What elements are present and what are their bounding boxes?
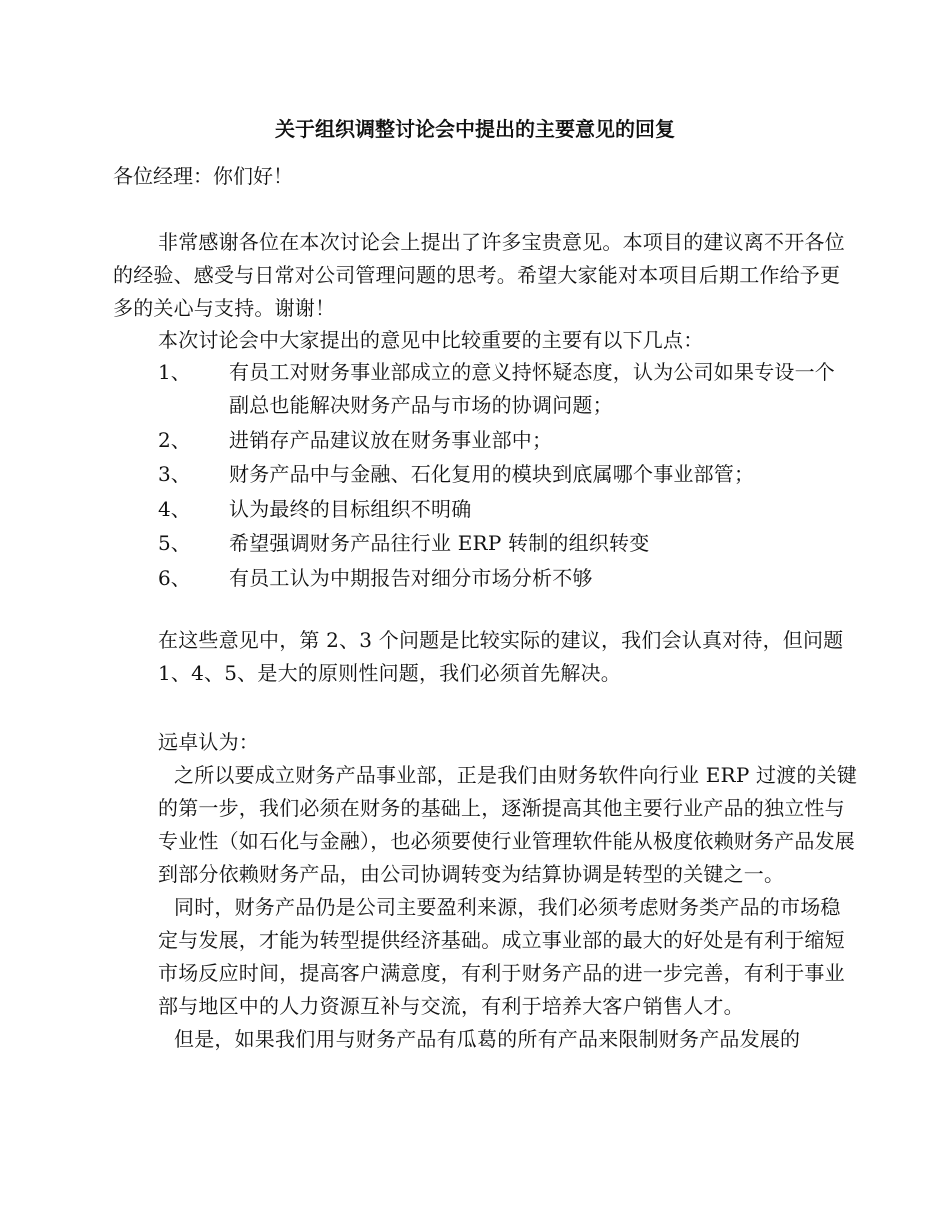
opinion-list (158, 356, 858, 596)
view-paragraph: 同时，财务产品仍是公司主要盈利来源，我们必须考虑财务类产品的市场稳定与发展，才能为转型提供经济基础。成立事业部的最大的好处是有利于缩短市场反应时间，提高客户满意度，有利于财务产品的进一步完善，有利于事业部与地区中的人力资源互补与交流，有利于培养大客户销售人才。 (158, 895, 845, 1018)
summary-paragraph: 在这些意见中，第 2、3 个问题是比较实际的建议，我们会认真对待，但问题 1、4、5、是大的原则性问题，我们必须首先解决。 (158, 628, 844, 685)
list-item-number: 2、 (158, 427, 191, 452)
list-item (158, 493, 858, 526)
view-body (158, 759, 858, 1056)
list-item-number: 4、 (158, 496, 191, 521)
list-item (158, 527, 858, 560)
list-item-text: 认为最终的目标组织不明确 (229, 496, 472, 521)
list-item (158, 458, 858, 491)
list-item-number: 3、 (158, 462, 191, 486)
list-item-text: 财务产品中与金融、石化复用的模块到底属哪个事业部管； (229, 462, 755, 486)
list-intro: 本次讨论会中大家提出的意见中比较重要的主要有以下几点： (158, 328, 704, 352)
list-item (158, 356, 858, 422)
list-item-text: 进销存产品建议放在财务事业部中； (229, 427, 553, 452)
view-paragraph: 但是，如果我们用与财务产品有瓜葛的所有产品来限制财务产品发展的 (174, 1027, 801, 1051)
document-title: 关于组织调整讨论会中提出的主要意见的回复 (275, 117, 675, 141)
list-item-text: 有员工认为中期报告对细分市场分析不够 (229, 565, 593, 590)
list-item-text: 希望强调财务产品往行业 ERP 转制的组织转变 (229, 531, 650, 555)
list-item (158, 424, 858, 457)
list-item-number: 6、 (158, 565, 191, 590)
view-paragraph: 之所以要成立财务产品事业部，正是我们由财务软件向行业 ERP 过渡的关键的第一步，我们必须在财务的基础上，逐渐提高其他主要行业产品的独立性与专业性（如石化与金融），也必须要使行业管理软件能从极度依赖财务产品发展到部分依赖财务产品，由公司协调转变为结算协调是转型的关键之一。 (158, 763, 858, 886)
list-item-number: 1、 (158, 360, 191, 384)
salutation: 各位经理：你们好！ (113, 164, 293, 188)
list-item-number: 5、 (158, 531, 191, 555)
list-item (158, 562, 858, 595)
thanks-paragraph: 非常感谢各位在本次讨论会上提出了许多宝贵意见。本项目的建议离不开各位的经验、感受与日常对公司管理问题的思考。希望大家能对本项目后期工作给予更多的关心与支持。谢谢！ (113, 230, 845, 320)
view-label: 远卓认为： (158, 730, 259, 754)
list-item-text: 有员工对财务事业部成立的意义持怀疑态度，认为公司如果专设一个副总也能解决财务产品与市场的协调问题； (229, 360, 835, 417)
